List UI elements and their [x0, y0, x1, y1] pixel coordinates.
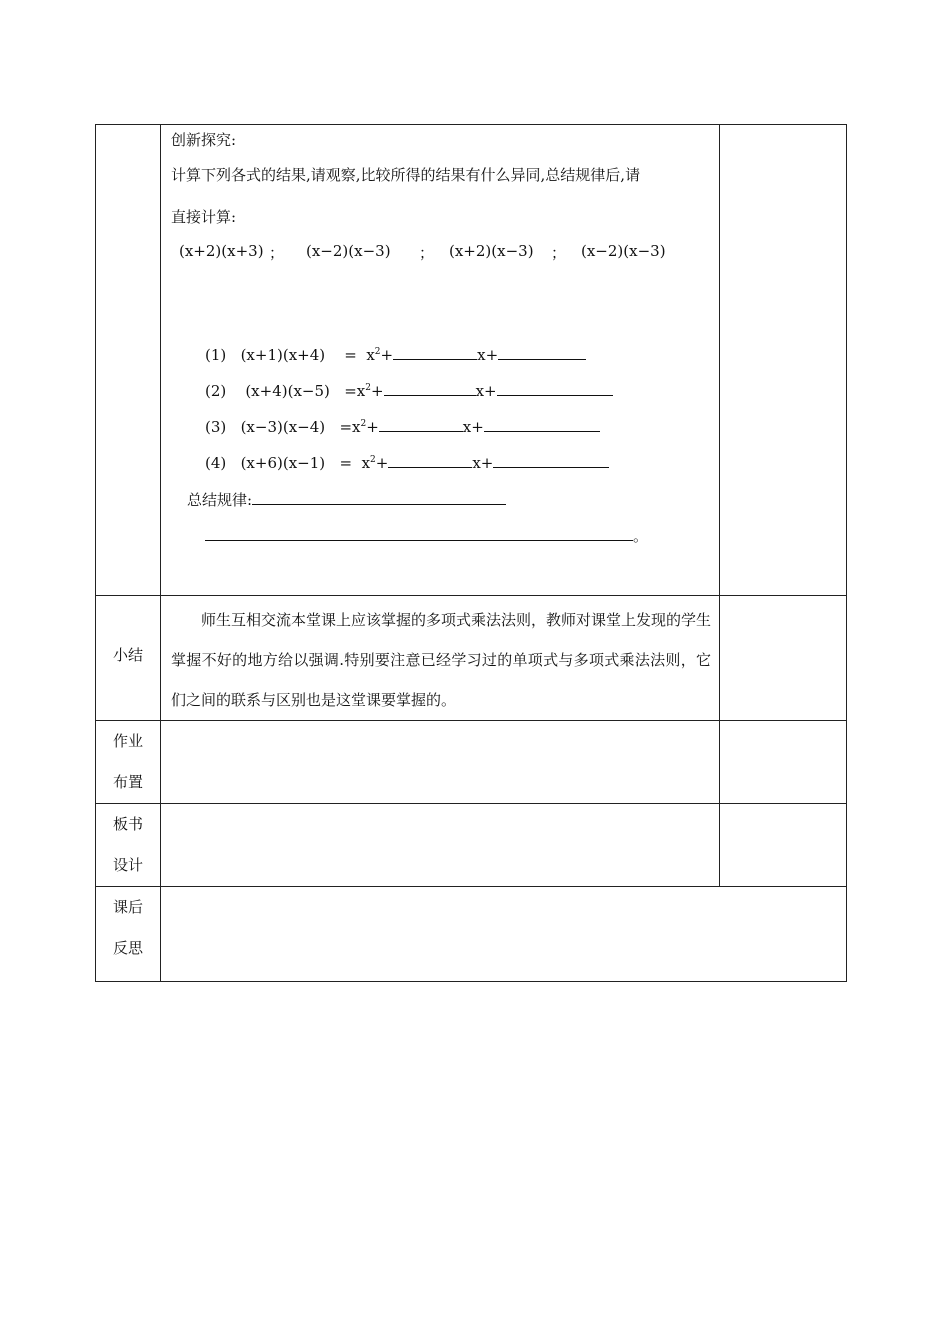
instruction-line-1: 计算下列各式的结果,请观察,比较所得的结果有什么异同,总结规律后,请: [171, 166, 641, 184]
board-label-line-2: 设计: [112, 856, 143, 874]
exercise-1: [205, 345, 586, 364]
expression-1: (x+2)(x+3): [179, 242, 264, 260]
exercise-3-exponent: 2: [360, 419, 367, 429]
reflection-label-line-2: 反思: [112, 939, 143, 957]
exercise-1-blank-a[interactable]: [393, 345, 477, 360]
exercise-2-equals: =: [344, 382, 357, 400]
exercise-4-blank-b[interactable]: [493, 453, 609, 468]
exercise-4-equals: =: [339, 454, 353, 472]
explore-label-cell: [96, 125, 161, 596]
expression-2: (x−2)(x−3): [306, 242, 391, 260]
exercise-1-plus: +: [380, 346, 394, 364]
rule-label: 总结规律:: [187, 491, 253, 509]
board-notes-cell: [720, 804, 847, 887]
lesson-plan-table: [95, 124, 847, 982]
exercise-1-mid: x+: [477, 346, 499, 364]
exercise-3-plus: +: [366, 418, 379, 436]
homework-label-line-2: 布置: [112, 773, 143, 791]
board-label-cell: [96, 804, 161, 887]
exercise-4-x: x: [361, 454, 371, 472]
exercise-2-exponent: 2: [365, 383, 371, 393]
exercise-2-blank-b[interactable]: [497, 381, 613, 396]
exercise-3: [205, 417, 600, 436]
separator-2: ；: [419, 244, 435, 262]
exercise-2-mid: x+: [475, 382, 497, 400]
exercise-2-blank-a[interactable]: [384, 381, 476, 396]
exercise-1-expression: (x+1)(x+4): [240, 346, 326, 364]
exercise-4-blank-a[interactable]: [388, 453, 472, 468]
exercise-4-expression: (x+6)(x−1): [240, 454, 326, 472]
exercise-3-x: x: [352, 418, 361, 436]
exercise-1-exponent: 2: [374, 347, 381, 357]
board-row: [96, 804, 847, 887]
board-label-line-1: 板书: [112, 815, 143, 833]
explore-heading: 创新探究:: [171, 131, 237, 149]
exercise-2: [205, 381, 613, 400]
rule-blank-1[interactable]: [252, 490, 506, 505]
rule-period: 。: [633, 527, 649, 545]
summary-notes-cell: [720, 596, 847, 721]
reflection-label-cell: [96, 887, 161, 982]
exercise-3-equals: =: [339, 418, 353, 436]
summary-row: [96, 596, 847, 721]
expression-4: (x−2)(x−3): [581, 242, 666, 260]
explore-content-cell: [161, 125, 720, 596]
rule-summary: [187, 489, 506, 510]
explore-notes-cell: [720, 125, 847, 596]
rule-blank-2[interactable]: [205, 526, 633, 541]
summary-text: 师生互相交流本堂课上应该掌握的多项式乘法法则，教师对课堂上发现的学生掌握不好的地方给以强调.特别要注意已经学习过的单项式与多项式乘法法则，它们之间的联系与区别也是这堂课要掌握的。: [171, 611, 712, 709]
expression-3: (x+2)(x−3): [449, 242, 534, 260]
reflection-content-cell: [161, 887, 847, 982]
exercise-1-number: (1): [205, 346, 227, 364]
exercise-1-x: x: [366, 346, 375, 364]
homework-notes-cell: [720, 721, 847, 804]
separator-3: ；: [551, 244, 567, 262]
homework-label-line-1: 作业: [112, 732, 143, 750]
exercise-4-mid: x+: [472, 454, 494, 472]
exercise-2-x: x: [356, 382, 366, 400]
exercise-4-plus: +: [375, 454, 389, 472]
reflection-row: [96, 887, 847, 982]
summary-label: 小结: [96, 596, 161, 721]
exercise-3-mid: x+: [462, 418, 484, 436]
instruction-line-2: 直接计算:: [171, 208, 237, 226]
exercise-2-expression: (x+4)(x−5): [245, 382, 330, 400]
summary-content-cell: [161, 596, 720, 721]
homework-label-cell: [96, 721, 161, 804]
exercise-3-expression: (x−3)(x−4): [240, 418, 326, 436]
exercise-4-number: (4): [205, 454, 227, 472]
homework-row: [96, 721, 847, 804]
exercise-3-blank-b[interactable]: [484, 417, 600, 432]
exercise-3-number: (3): [205, 418, 227, 436]
exercise-1-blank-b[interactable]: [498, 345, 586, 360]
exercise-4-exponent: 2: [370, 455, 376, 465]
homework-content-cell: [161, 721, 720, 804]
board-content-cell: [161, 804, 720, 887]
explore-row: [96, 125, 847, 596]
rule-summary-line-2: [205, 525, 648, 546]
reflection-label-line-1: 课后: [112, 898, 143, 916]
exercise-1-equals: =: [344, 346, 357, 364]
exercise-3-blank-a[interactable]: [379, 417, 463, 432]
separator-1: ；: [269, 244, 285, 262]
exercise-4: [205, 453, 609, 472]
exercise-2-number: (2): [205, 382, 227, 400]
exercise-2-plus: +: [370, 382, 384, 400]
